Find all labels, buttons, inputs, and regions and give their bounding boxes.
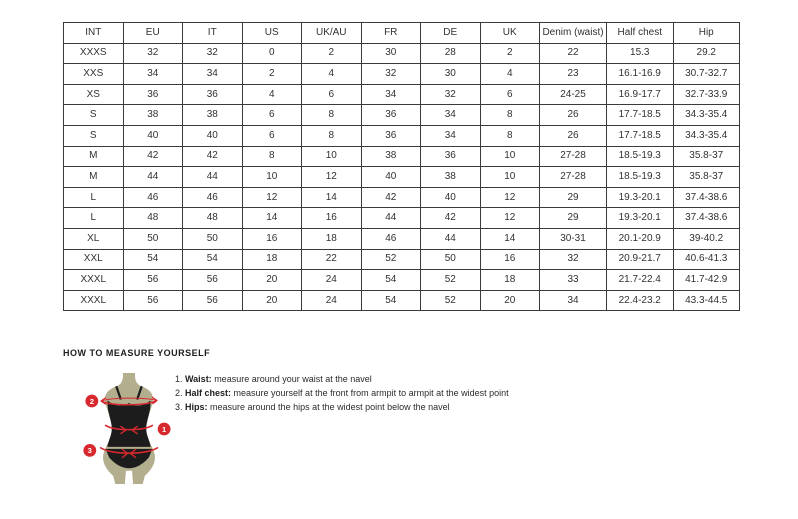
size-row [64,43,740,64]
size-cell: 30.7-32.7 [673,64,740,85]
size-cell: 33 [540,270,607,291]
size-cell: 38 [183,105,243,126]
table-header-row [64,23,740,44]
size-row [64,187,740,208]
size-cell: L [64,187,124,208]
size-cell: 16 [480,249,540,270]
size-cell: 56 [183,270,243,291]
size-cell: 34.3-35.4 [673,105,740,126]
step-number: 3. [175,402,186,412]
step-label: Half chest: [185,388,232,398]
size-cell: 2 [302,43,362,64]
size-cell: 10 [242,167,302,188]
size-cell: 29 [540,208,607,229]
size-cell: 40 [183,125,243,146]
size-cell: 24-25 [540,84,607,105]
size-cell: 4 [480,64,540,85]
size-cell: 12 [302,167,362,188]
column-header: UK [480,23,540,44]
size-cell: 38 [123,105,183,126]
step-label: Hips: [185,402,208,412]
size-cell: 14 [302,187,362,208]
size-cell: XXS [64,64,124,85]
size-cell: 30 [421,64,481,85]
measure-step [175,389,509,399]
size-cell: 16 [242,228,302,249]
size-cell: 36 [361,105,421,126]
size-cell: 6 [480,84,540,105]
size-cell: 34 [123,64,183,85]
step-text: measure around the hips at the widest point below the navel [207,402,450,412]
size-cell: 10 [480,167,540,188]
size-cell: 8 [302,125,362,146]
size-cell: 6 [302,84,362,105]
size-cell: 29.2 [673,43,740,64]
step-number: 1. [175,374,186,384]
size-cell: 18 [480,270,540,291]
size-cell: 34 [361,84,421,105]
size-cell: 52 [361,249,421,270]
size-cell: 12 [242,187,302,208]
size-cell: 20 [480,290,540,311]
size-cell: 18.5-19.3 [607,167,674,188]
size-cell: 37.4-38.6 [673,187,740,208]
size-cell: 20.9-21.7 [607,249,674,270]
size-cell: 35.8-37 [673,146,740,167]
size-cell: 18 [302,228,362,249]
size-cell: 30-31 [540,228,607,249]
size-cell: 24 [302,290,362,311]
size-cell: 4 [302,64,362,85]
size-cell: 42 [123,146,183,167]
measurement-figure [78,372,180,486]
step-text: measure yourself at the front from armpit to armpit at the widest point [231,388,509,398]
size-row [64,249,740,270]
size-cell: 44 [421,228,481,249]
size-cell: 30 [361,43,421,64]
step-label: Waist: [185,374,212,384]
size-row [64,146,740,167]
size-cell: M [64,146,124,167]
size-cell: 46 [123,187,183,208]
size-cell: 2 [242,64,302,85]
size-cell: 21.7-22.4 [607,270,674,291]
size-cell: 48 [123,208,183,229]
size-chart-table [63,22,740,311]
size-cell: 42 [421,208,481,229]
badge-2-number: 2 [89,396,94,406]
column-header: Hip [673,23,740,44]
size-cell: XL [64,228,124,249]
size-cell: 32 [421,84,481,105]
size-cell: 32.7-33.9 [673,84,740,105]
size-cell: 8 [242,146,302,167]
size-cell: 56 [123,290,183,311]
size-cell: 54 [183,249,243,270]
size-cell: 8 [480,125,540,146]
size-cell: 12 [480,187,540,208]
badge-1-number: 1 [161,424,167,434]
size-cell: 50 [123,228,183,249]
size-cell: 10 [302,146,362,167]
size-row [64,84,740,105]
size-cell: 32 [540,249,607,270]
size-cell: 27-28 [540,146,607,167]
size-cell: 52 [421,270,481,291]
size-cell: 56 [123,270,183,291]
badge-3-number: 3 [87,446,92,456]
size-cell: 4 [242,84,302,105]
size-cell: 18.5-19.3 [607,146,674,167]
size-cell: 40.6-41.3 [673,249,740,270]
size-cell: 22 [540,43,607,64]
size-cell: 29 [540,187,607,208]
size-cell: 46 [361,228,421,249]
size-cell: 38 [421,167,481,188]
size-cell: 48 [183,208,243,229]
size-cell: 28 [421,43,481,64]
camisole-top [107,401,150,447]
size-cell: 34.3-35.4 [673,125,740,146]
size-cell: 24 [302,270,362,291]
size-cell: 44 [123,167,183,188]
size-cell: 54 [361,290,421,311]
size-cell: 44 [183,167,243,188]
size-row [64,290,740,311]
size-cell: 15.3 [607,43,674,64]
size-cell: 34 [183,64,243,85]
size-cell: L [64,208,124,229]
column-header: UK/AU [302,23,362,44]
size-cell: 36 [183,84,243,105]
size-cell: 16.1-16.9 [607,64,674,85]
size-cell: 36 [361,125,421,146]
mannequin-illustration [78,372,180,486]
step-text: measure around your waist at the navel [211,374,372,384]
size-cell: 42 [183,146,243,167]
size-cell: 50 [183,228,243,249]
size-row [64,228,740,249]
size-cell: 12 [480,208,540,229]
size-cell: 36 [421,146,481,167]
size-cell: 44 [361,208,421,229]
size-cell: 22 [302,249,362,270]
size-cell: 20 [242,270,302,291]
size-cell: 36 [123,84,183,105]
size-cell: 37.4-38.6 [673,208,740,229]
size-cell: 18 [242,249,302,270]
size-cell: 50 [421,249,481,270]
measure-step [175,375,509,385]
size-cell: 43.3-44.5 [673,290,740,311]
size-cell: 41.7-42.9 [673,270,740,291]
column-header: IT [183,23,243,44]
size-cell: 14 [480,228,540,249]
size-cell: 20.1-20.9 [607,228,674,249]
size-cell: 8 [480,105,540,126]
size-cell: 19.3-20.1 [607,208,674,229]
size-cell: 56 [183,290,243,311]
size-cell: S [64,125,124,146]
column-header: EU [123,23,183,44]
size-row [64,167,740,188]
size-cell: 20 [242,290,302,311]
size-cell: 46 [183,187,243,208]
size-cell: 39-40.2 [673,228,740,249]
how-to-measure-section [63,348,743,513]
size-cell: XS [64,84,124,105]
size-cell: 54 [361,270,421,291]
column-header: Denim (waist) [540,23,607,44]
size-cell: 32 [123,43,183,64]
size-cell: 10 [480,146,540,167]
size-cell: 40 [421,187,481,208]
column-header: INT [64,23,124,44]
badge-waist [158,423,171,436]
size-cell: 52 [421,290,481,311]
size-cell: 34 [421,125,481,146]
size-cell: 6 [242,105,302,126]
measure-steps [175,375,509,417]
size-cell: 26 [540,105,607,126]
measure-step [175,403,509,413]
size-cell: 16.9-17.7 [607,84,674,105]
column-header: FR [361,23,421,44]
size-row [64,64,740,85]
size-cell: 22.4-23.2 [607,290,674,311]
size-cell: 2 [480,43,540,64]
size-row [64,125,740,146]
size-cell: 17.7-18.5 [607,125,674,146]
size-cell: 6 [242,125,302,146]
size-cell: 40 [361,167,421,188]
size-cell: 34 [421,105,481,126]
size-cell: 42 [361,187,421,208]
column-header: Half chest [607,23,674,44]
size-cell: XXXL [64,290,124,311]
size-cell: 32 [361,64,421,85]
size-row [64,208,740,229]
size-cell: 0 [242,43,302,64]
size-cell: 8 [302,105,362,126]
size-row [64,270,740,291]
size-cell: 14 [242,208,302,229]
size-cell: 38 [361,146,421,167]
size-cell: 27-28 [540,167,607,188]
size-cell: 34 [540,290,607,311]
size-cell: 19.3-20.1 [607,187,674,208]
column-header: DE [421,23,481,44]
size-cell: S [64,105,124,126]
badge-hips [83,444,96,457]
size-cell: 23 [540,64,607,85]
size-cell: 26 [540,125,607,146]
column-header: US [242,23,302,44]
step-number: 2. [175,388,186,398]
size-cell: XXXL [64,270,124,291]
size-cell: 17.7-18.5 [607,105,674,126]
size-cell: 40 [123,125,183,146]
size-cell: 16 [302,208,362,229]
size-cell: 54 [123,249,183,270]
size-cell: 35.8-37 [673,167,740,188]
size-row [64,105,740,126]
size-cell: 32 [183,43,243,64]
size-cell: XXXS [64,43,124,64]
badge-half-chest [85,395,98,408]
size-cell: XXL [64,249,124,270]
measure-title: HOW TO MEASURE YOURSELF [63,348,211,358]
size-cell: M [64,167,124,188]
